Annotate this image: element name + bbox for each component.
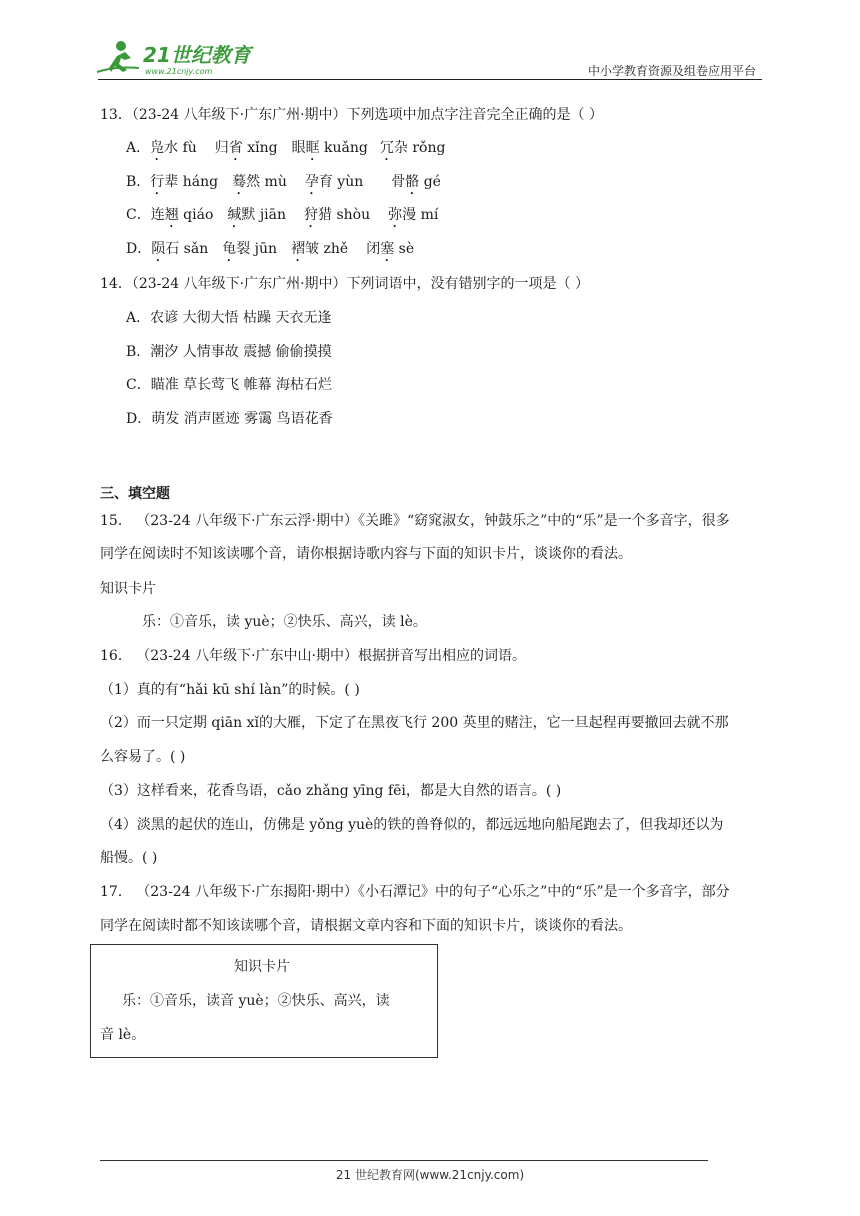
q16-sub-4b: 船慢。( ) — [100, 850, 158, 866]
q13-option-d: D．陨石 sǎn 龟裂 jūn 褶皱 zhě 闭塞 sè — [126, 241, 415, 257]
logo-text: 21世纪教育 — [143, 43, 251, 67]
section-heading: 三、填空题 — [100, 486, 170, 502]
knowledge-card-box-title: 知识卡片 — [234, 959, 290, 975]
q16-sub-2b: 么容易了。( ) — [100, 749, 186, 765]
question-text: （23-24 八年级下·广东广州·期中）下列词语中，没有错别字的一项是（ ） — [131, 276, 589, 292]
runner-logo-icon — [95, 38, 265, 78]
q14-option-b: B．潮汐 人情事故 震撼 偷偷摸摸 — [126, 344, 332, 360]
knowledge-card-title: 知识卡片 — [100, 581, 156, 597]
q16-sub-2a: （2）而一只定期 qiān xǐ的大雁，下定了在黑夜飞行 200 英里的赌注，它一旦起程再要撤回去就不那 — [100, 715, 729, 731]
question-16-line1: 16． （23-24 八年级下·广东中山·期中）根据拼音写出相应的词语。 — [100, 648, 526, 664]
footer-text: 21 世纪教育网(www.21cnjy.com) — [335, 1168, 525, 1182]
q16-sub-4a: （4）淡黑的起伏的连山，仿佛是 yǒng yuè的铁的兽脊似的，都远远地向船尾跑去了，但我却还以为 — [100, 817, 724, 833]
q13-option-b: B．行辈 háng 蓦然 mù 孕育 yùn 骨骼 gé — [126, 174, 441, 190]
q16-sub-1: （1）真的有“hǎi kū shí làn”的时候。( ) — [100, 682, 360, 698]
q13-option-a: A．凫水 fù 归省 xǐng 眼眶 kuǎng 冗杂 rǒng — [126, 140, 446, 156]
q14-option-d: D．萌发 消声匿迹 雾霭 鸟语花香 — [126, 411, 333, 427]
knowledge-card-body: 乐：①音乐，读 yuè；②快乐、高兴，读 lè。 — [142, 614, 427, 630]
question-text: （23-24 八年级下·广东广州·期中）下列选项中加点字注音完全正确的是（ ） — [131, 107, 603, 123]
question-number: 14． — [100, 276, 132, 292]
q16-sub-3: （3）这样看来，花香鸟语，cǎo zhǎng yīng fēi，都是大自然的语言。( ) — [100, 783, 562, 799]
q13-option-c: C．连翘 qiáo 缄默 jiān 狩猎 shòu 弥漫 mí — [126, 207, 439, 223]
knowledge-card-box-line2: 音 lè。 — [100, 1027, 146, 1043]
question-14 — [100, 275, 589, 293]
q14-option-c: C．瞄准 草长莺飞 帷幕 海枯石烂 — [126, 377, 333, 393]
knowledge-card-box-line1: 乐：①音乐，读音 yuè；②快乐、高兴，读 — [122, 993, 390, 1009]
site-logo — [95, 38, 265, 78]
q14-option-a: A．农谚 大彻大悟 枯躁 天衣无逢 — [126, 310, 332, 326]
footer-divider — [100, 1160, 708, 1161]
logo-url: www.21cnjy.com — [145, 67, 213, 76]
header-divider — [98, 79, 762, 80]
question-17-line1: 17． （23-24 八年级下·广东揭阳·期中）《小石潭记》中的句子“心乐之”中的“乐”是一个多音字，部分 — [100, 884, 730, 900]
header-platform-name: 中小学教育资源及组卷应用平台 — [587, 64, 756, 78]
question-15-line2: 同学在阅读时不知该读哪个音，请你根据诗歌内容与下面的知识卡片，谈谈你的看法。 — [100, 546, 632, 562]
question-number: 13． — [100, 107, 132, 123]
question-15-line1: 15． （23-24 八年级下·广东云浮·期中）《关雎》“窈窕淑女，钟鼓乐之”中的“乐”是一个多音字，很多 — [100, 513, 730, 529]
question-13 — [100, 106, 603, 124]
question-17-line2: 同学在阅读时都不知该读哪个音，请根据文章内容和下面的知识卡片，谈谈你的看法。 — [100, 918, 632, 934]
